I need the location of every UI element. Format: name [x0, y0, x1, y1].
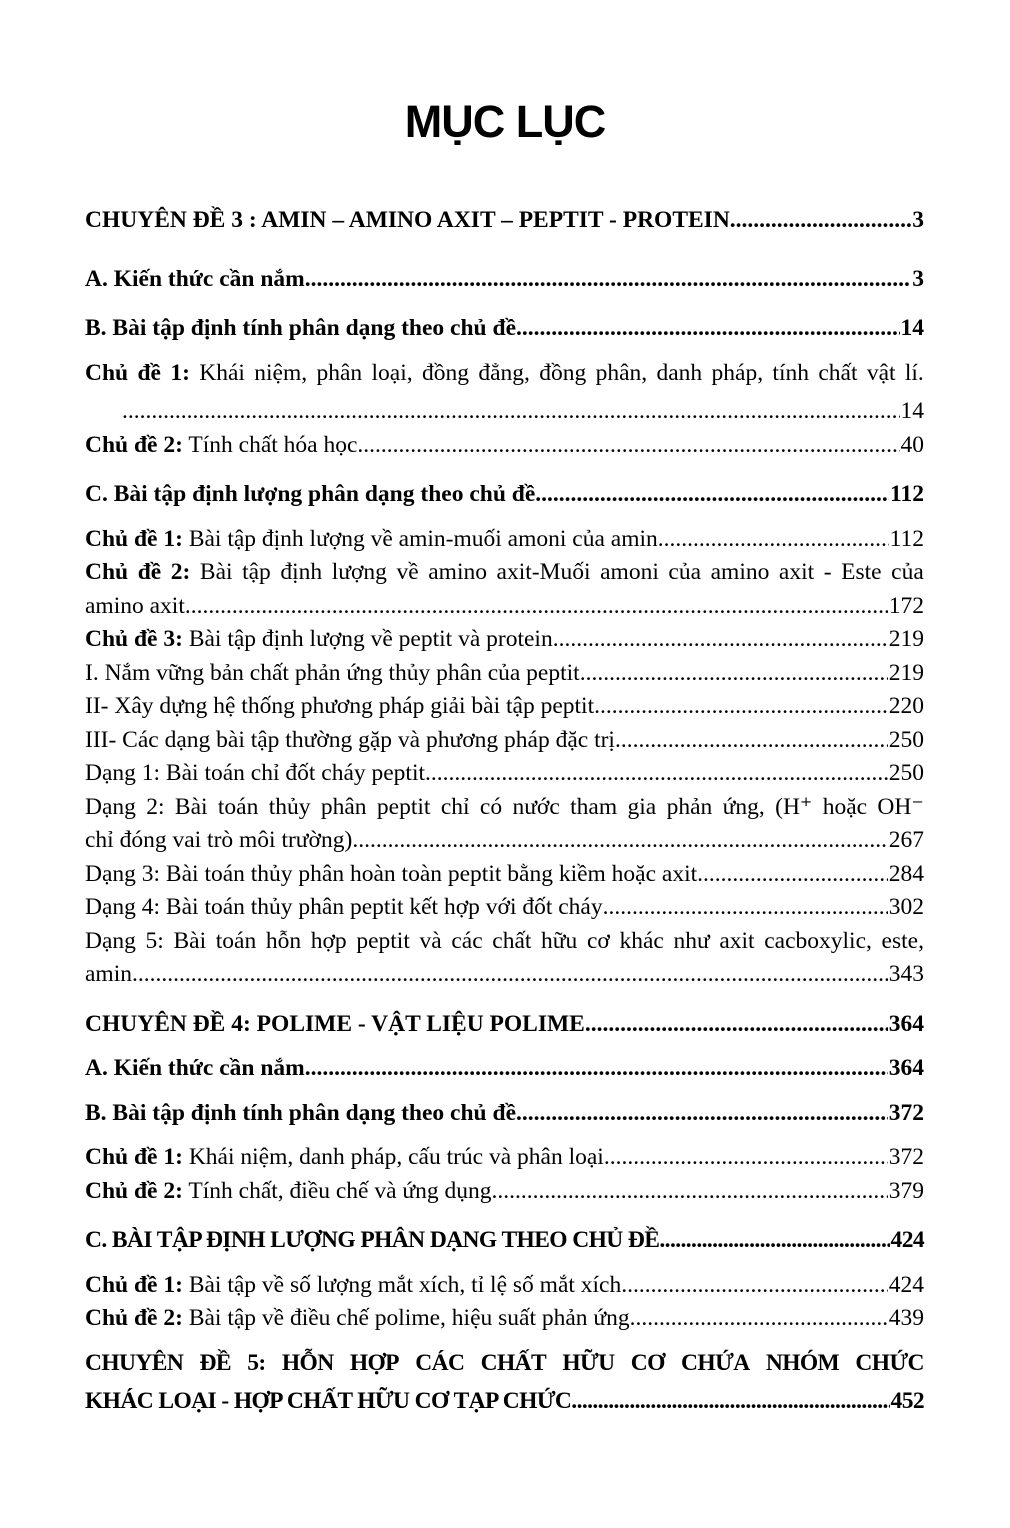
entry-word: chất [492, 927, 532, 954]
entry-segment: CHUYÊN ĐỀ 4: POLIME - VẬT LIỆU POLIME [85, 1010, 585, 1037]
entry-word: có [479, 793, 503, 820]
entry-segment: Chủ đề 1: [85, 525, 183, 552]
entry-word: các [451, 927, 483, 954]
toc-entry [85, 891, 924, 925]
entry-word: toán [215, 927, 257, 954]
page-number: 3 [912, 265, 924, 292]
entry-word: và [419, 927, 442, 954]
entry-text [85, 1302, 630, 1336]
toc-entry [85, 858, 924, 892]
dot-leader [132, 958, 888, 992]
entry-word: thủy [268, 793, 311, 820]
entry-text [85, 757, 425, 791]
entry-word: amino [710, 559, 770, 585]
toc-entry [85, 357, 924, 391]
entry-word: axit-Muối [496, 559, 591, 585]
dot-leader [352, 824, 887, 858]
entry-segment: Dạng 1: Bài toán chỉ đốt cháy peptit [85, 760, 426, 786]
entry-text [85, 824, 352, 858]
toc-entry [85, 395, 924, 429]
entry-segment: Dạng 4: Bài toán thủy phân peptit kết hợp với đốt cháy [85, 894, 603, 920]
entry-text [85, 1097, 516, 1131]
toc-entry [85, 1008, 924, 1042]
entry-text [85, 429, 357, 463]
entry-word: tập [242, 559, 271, 585]
entry-word: khác [619, 927, 664, 954]
page-number: 364 [888, 1010, 924, 1037]
dot-leader [516, 312, 900, 346]
dot-leader [697, 858, 888, 892]
page-number: 284 [888, 860, 924, 887]
toc-entry [85, 204, 924, 238]
page-number: 452 [890, 1388, 924, 1414]
dot-leader [621, 1269, 888, 1303]
toc-entry [85, 1175, 924, 1209]
toc-entry [85, 690, 924, 724]
entry-text [85, 858, 697, 892]
entry-word: CHẤT [480, 1349, 547, 1376]
toc-entry [85, 824, 924, 858]
entry-word: đồng [539, 359, 587, 386]
entry-segment: CHUYÊN ĐỀ 3 : AMIN – AMINO AXIT – PEPTIT - PROTEIN [85, 207, 730, 233]
entry-text [85, 1269, 621, 1303]
entry-segment: Chủ đề 1: [85, 1271, 183, 1298]
page-number: 372 [888, 1144, 924, 1170]
page-number: 14 [900, 315, 924, 341]
entry-segment: Dạng 3: Bài toán thủy phân hoàn toàn peptit bằng kiềm hoặc axit [85, 860, 698, 887]
dot-leader [659, 1224, 889, 1258]
entry-word: đẳng, [478, 359, 530, 386]
entry-segment: Bài tập về điều chế polime, hiệu suất phản ứng [182, 1305, 630, 1331]
entry-segment: Chủ đề 2: [85, 431, 183, 458]
entry-word: pháp, [711, 359, 764, 386]
page-number: 439 [888, 1305, 924, 1331]
entry-word: ĐỀ [199, 1349, 231, 1376]
entry-word: lượng [331, 559, 387, 585]
toc-entry [85, 1141, 924, 1175]
page-number: 14 [900, 398, 924, 424]
entry-word: niệm, [254, 359, 308, 386]
page-number: 219 [888, 626, 924, 652]
page-number: 220 [888, 693, 924, 719]
entry-word: của [668, 559, 702, 585]
entry-word: - [823, 559, 832, 585]
toc-entry [85, 590, 924, 624]
entry-word: gia [627, 793, 657, 820]
dot-leader [615, 724, 888, 758]
entry-segment: amin [85, 961, 132, 987]
entry-word: OH⁻ [877, 793, 924, 820]
page-number: 372 [888, 1099, 924, 1126]
dot-leader [425, 757, 888, 791]
page-number: 302 [888, 894, 924, 920]
entry-segment: C. Bài tập định lượng phân dạng theo chủ đề [85, 481, 536, 507]
dot-leader [604, 1141, 888, 1175]
entry-segment: Chủ đề 3: [85, 626, 183, 652]
entry-segment: Tính chất hóa học [182, 431, 358, 458]
dot-leader [630, 1302, 888, 1336]
toc-entry [85, 657, 924, 691]
dot-leader [603, 891, 888, 925]
entry-text [85, 523, 658, 557]
entry-word: hỗn [265, 927, 302, 954]
entry-word: phân [316, 359, 363, 386]
entry-text [85, 478, 535, 512]
dot-leader [571, 1385, 889, 1419]
dot-leader [535, 478, 889, 512]
entry-word: Este [841, 559, 882, 585]
dot-leader [185, 590, 888, 624]
dot-leader [553, 623, 888, 657]
page-number: 250 [888, 760, 924, 786]
entry-word: HỮU [562, 1349, 615, 1376]
entry-word: về [396, 559, 419, 585]
entry-word: hoặc [822, 793, 868, 820]
entry-word: phân, [595, 359, 648, 386]
entry-word: Bài [174, 793, 208, 820]
page-number: 3 [912, 207, 924, 233]
page-number: 40 [900, 431, 924, 458]
page-number: 267 [888, 827, 924, 853]
dot-leader [305, 263, 912, 297]
entry-word: cơ [586, 927, 610, 954]
entry-word: toán [217, 793, 259, 820]
entry-text [85, 1141, 604, 1175]
entry-word: chất [818, 359, 858, 386]
entry-word: đề [137, 359, 161, 386]
entry-word: Dạng [85, 927, 136, 954]
entry-text [85, 1052, 305, 1086]
toc-entry [85, 757, 924, 791]
entry-word: peptit [376, 793, 431, 820]
dot-leader [122, 395, 900, 429]
page-number: 250 [888, 726, 924, 753]
page-number: 379 [888, 1177, 924, 1204]
dot-leader [492, 1175, 888, 1209]
page-number: 364 [888, 1055, 924, 1081]
entry-word: đồng [421, 359, 469, 386]
dot-leader [585, 1008, 888, 1042]
toc-entry [85, 556, 924, 590]
entry-word: đề [137, 559, 162, 585]
entry-word: Bài [199, 559, 233, 585]
toc-entry [85, 1097, 924, 1131]
entry-text [85, 312, 516, 346]
entry-text [85, 1224, 659, 1258]
entry-text [85, 623, 553, 657]
entry-word: Khái [199, 359, 245, 386]
entry-text [85, 891, 603, 925]
entry-segment: Tính chất, điều chế và ứng dụng [182, 1177, 492, 1204]
entry-word: định [280, 559, 323, 585]
entry-text [85, 590, 185, 624]
toc-entry [85, 1269, 924, 1303]
entry-segment: Chủ đề 2: [85, 1305, 183, 1331]
entry-word: Chủ [85, 359, 129, 386]
entry-word: axit [778, 559, 815, 585]
entry-word: chỉ [440, 793, 470, 820]
toc-entry [85, 958, 924, 992]
entry-word: lí. [904, 359, 924, 386]
entry-word: tham [570, 793, 618, 820]
entry-word: este, [881, 927, 924, 954]
entry-word: CHỨC [855, 1349, 924, 1376]
entry-segment: B. Bài tập định tính phân dạng theo chủ đề [85, 1099, 516, 1126]
toc-entry [85, 724, 924, 758]
dot-leader [357, 429, 899, 463]
entry-segment: Bài tập về số lượng mắt xích, tỉ lệ số mắt xích [182, 1271, 622, 1298]
entry-word: tính [772, 359, 809, 386]
entry-word: Chủ [85, 559, 129, 585]
toc-entry [85, 478, 924, 512]
entry-word: amoni [600, 559, 659, 585]
toc-entry [85, 791, 924, 825]
entry-word: hữu [541, 927, 578, 954]
page-number: 424 [890, 1227, 924, 1253]
toc-entry [85, 925, 924, 959]
page-number: 343 [888, 961, 924, 987]
entry-word: nước [512, 793, 560, 820]
dot-leader [305, 1052, 888, 1086]
entry-word: danh [656, 359, 703, 386]
entry-segment: Chủ đề 1: [85, 1144, 183, 1170]
entry-word: Dạng [85, 793, 136, 820]
entry-segment: Chủ đề 2: [85, 1177, 183, 1204]
entry-segment: II- Xây dựng hệ thống phương pháp giải bài tập peptit [85, 693, 595, 719]
entry-word: ứng, [722, 793, 765, 820]
entry-text [85, 204, 730, 238]
page-number: 172 [888, 592, 924, 619]
dot-leader [580, 657, 888, 691]
entry-text [85, 263, 305, 297]
entry-word: của [891, 559, 924, 585]
toc-entry [85, 1385, 924, 1419]
toc-entry [85, 1052, 924, 1086]
page-title: MỤC LỤC [404, 96, 606, 147]
page-number: 219 [888, 659, 924, 686]
entry-segment: Khái niệm, danh pháp, cấu trúc và phân loại [182, 1144, 604, 1170]
entry-word: 5: [145, 927, 164, 954]
entry-segment: A. Kiến thức cần nắm [85, 265, 305, 292]
entry-word: 1: [170, 359, 190, 386]
toc-entry [85, 623, 924, 657]
toc-entry [85, 1302, 924, 1336]
entry-word: CÁC [415, 1349, 465, 1376]
page-number: 424 [888, 1271, 924, 1298]
entry-segment: chỉ đóng vai trò môi trường) [85, 827, 353, 853]
entry-word: CƠ [630, 1349, 665, 1376]
entry-word: CHỨA [681, 1349, 750, 1376]
page-number: 112 [890, 481, 924, 507]
dot-leader [594, 690, 888, 724]
entry-word: phản [666, 793, 713, 820]
toc-entry [85, 263, 924, 297]
entry-word: (H⁺ [775, 793, 813, 820]
entry-word: axit [719, 927, 755, 954]
toc-entry [85, 1224, 924, 1258]
entry-word: amino [428, 559, 487, 585]
entry-segment: III- Các dạng bài tập thường gặp và phương pháp đặc trị [85, 726, 615, 753]
entry-segment: C. BÀI TẬP ĐỊNH LƯỢNG PHÂN DẠNG THEO CHỦ ĐỀ [85, 1227, 660, 1253]
entry-word: phân [320, 793, 367, 820]
toc-entry [85, 1347, 924, 1381]
entry-word: 2: [170, 559, 191, 585]
entry-word: peptit [356, 927, 410, 954]
entry-word: 5: [247, 1349, 266, 1376]
entry-text [85, 1175, 492, 1209]
entry-word: NHÓM [765, 1349, 840, 1376]
dot-leader [516, 1097, 888, 1131]
entry-word: loại, [371, 359, 413, 386]
entry-word: hợp [310, 927, 347, 954]
entry-word: CHUYÊN [85, 1349, 184, 1376]
toc-entry [85, 429, 924, 463]
entry-segment: amino axit [85, 592, 185, 619]
entry-text [85, 724, 615, 758]
entry-word: vật [866, 359, 896, 386]
toc [0, 204, 1010, 1419]
entry-word: HỢP [349, 1349, 399, 1376]
entry-text [85, 657, 580, 691]
entry-word: HỖN [281, 1349, 334, 1376]
page-number: 112 [889, 525, 924, 552]
entry-word: 2: [146, 793, 165, 820]
entry-word: như [673, 927, 710, 954]
entry-text [85, 1008, 585, 1042]
entry-text [85, 958, 132, 992]
entry-text [85, 1385, 571, 1419]
entry-text [85, 690, 594, 724]
entry-segment: Bài tập định lượng về peptit và protein [182, 626, 553, 652]
toc-entry [85, 312, 924, 346]
entry-word: cacboxylic, [764, 927, 872, 954]
entry-segment: A. Kiến thức cần nắm [85, 1055, 305, 1081]
entry-segment: KHÁC LOẠI - HỢP CHẤT HỮU CƠ TẠP CHỨC [85, 1388, 572, 1414]
entry-segment: I. Nắm vững bản chất phản ứng thủy phân của peptit [85, 659, 580, 686]
entry-segment: Bài tập định lượng về amin-muối amoni của amin [182, 525, 658, 552]
toc-entry [85, 523, 924, 557]
dot-leader [730, 204, 911, 238]
entry-word: Bài [173, 927, 207, 954]
entry-segment: B. Bài tập định tính phân dạng theo chủ đề [85, 315, 516, 341]
dot-leader [658, 523, 889, 557]
